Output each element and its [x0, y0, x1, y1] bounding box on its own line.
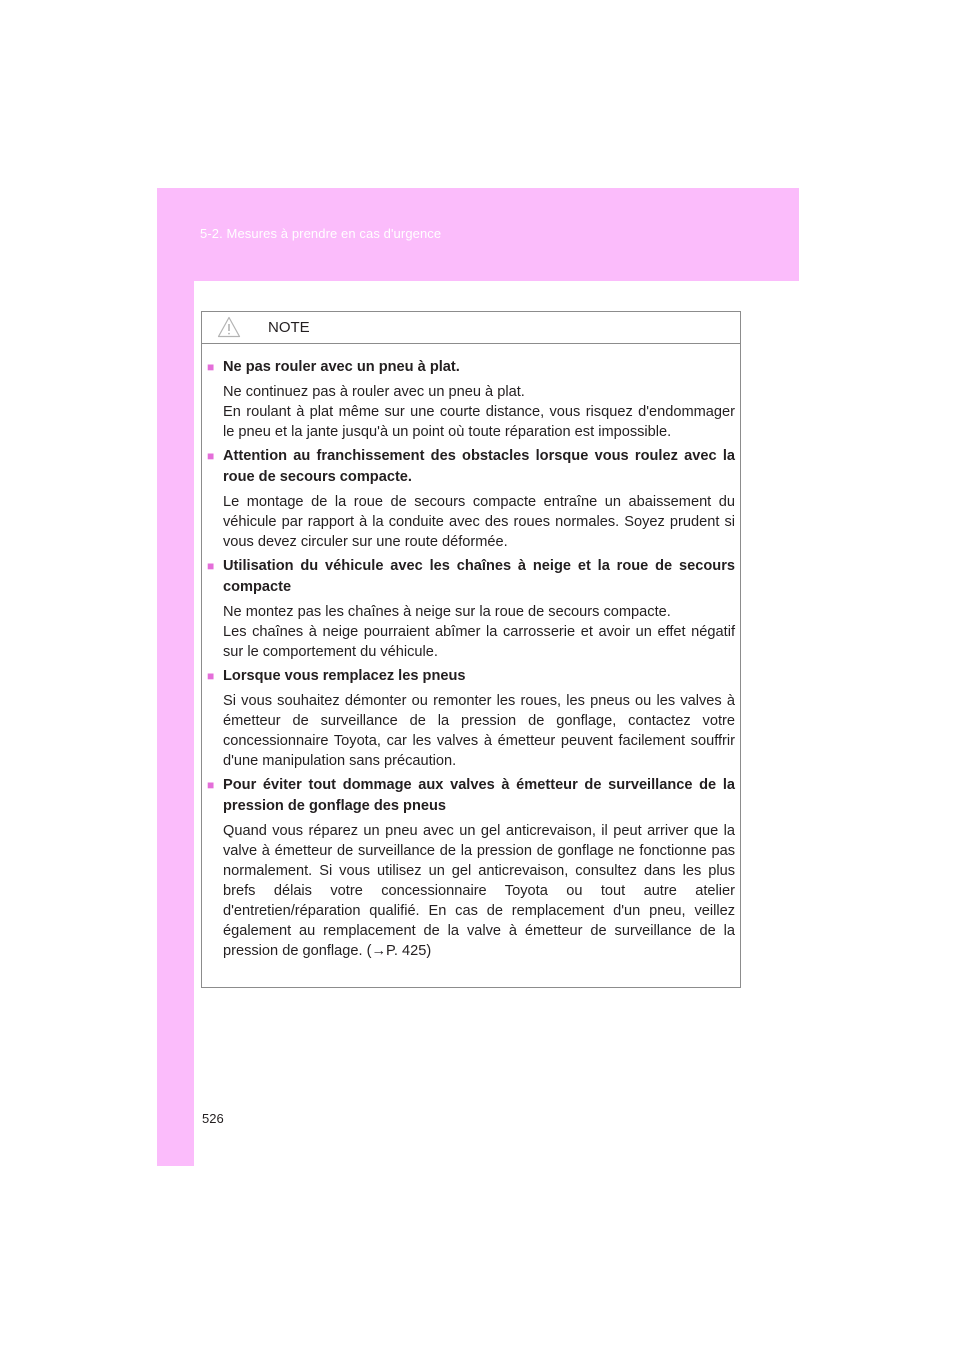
note-box	[201, 311, 741, 988]
square-bullet-icon: ■	[207, 669, 215, 683]
note-body	[202, 344, 740, 961]
item-title: Attention au franchissement des obstacles lorsque vous roulez avec la roue de secours compacte.	[223, 448, 735, 485]
square-bullet-icon: ■	[207, 559, 215, 573]
item-title: Ne pas rouler avec un pneu à plat.	[223, 359, 460, 375]
item-paragraph: Si vous souhaitez démonter ou remonter les roues, les pneus ou les valves à émetteur de surveillance de la pression de gonflage, contactez votre concessionnaire Toyota, car les valves à émetteur peuvent facilement souffrir d'une manipulation sans précaution.	[223, 693, 735, 769]
page-number: 526	[202, 1111, 224, 1126]
square-bullet-icon: ■	[207, 449, 215, 463]
square-bullet-icon: ■	[207, 778, 215, 792]
item-title: Utilisation du véhicule avec les chaînes à neige et la roue de secours compacte	[223, 558, 735, 595]
item-paragraph: Le montage de la roue de secours compacte entraîne un abaissement du véhicule par rapport à la conduite avec des roues normales. Soyez prudent si vous devez circuler sur une route déformée.	[223, 494, 735, 550]
note-item	[207, 666, 735, 771]
item-title: Lorsque vous remplacez les pneus	[223, 668, 466, 684]
note-item	[207, 775, 735, 961]
item-paragraph: Ne montez pas les chaînes à neige sur la roue de secours compacte.	[223, 604, 671, 620]
section-title: 5-2. Mesures à prendre en cas d'urgence	[200, 226, 442, 241]
item-paragraph: En roulant à plat même sur une courte distance, vous risquez d'endommager le pneu et la jante jusqu'à un point où toute réparation est impossible.	[223, 404, 735, 440]
item-paragraph: Les chaînes à neige pourraient abîmer la carrosserie et avoir un effet négatif sur le comportement du véhicule.	[223, 624, 735, 660]
item-title: Pour éviter tout dommage aux valves à émetteur de surveillance de la pression de gonflage des pneus	[223, 777, 735, 814]
note-item	[207, 446, 735, 552]
side-strip	[157, 188, 194, 1166]
warning-triangle-icon	[217, 316, 241, 338]
item-paragraph: Quand vous réparez un pneu avec un gel anticrevaison, il peut arriver que la valve à émetteur de surveillance de la pression de gonflage ne fonctionne pas normalement. Si vous utilisez un gel anticrevaison, consultez dans les plus brefs délais votre concessionnaire Toyota ou tout autre atelier d'entretien/réparation qualifié. En cas de remplacement d'un pneu, veillez également au remplacement de la valve à émetteur de surveillance de la pression de gonflage. (→P. 425)	[223, 823, 735, 959]
note-title: NOTE	[268, 319, 310, 336]
square-bullet-icon: ■	[207, 360, 215, 374]
note-item	[207, 357, 735, 442]
note-header	[202, 312, 740, 344]
item-paragraph: Ne continuez pas à rouler avec un pneu à plat.	[223, 384, 525, 400]
note-item	[207, 556, 735, 662]
